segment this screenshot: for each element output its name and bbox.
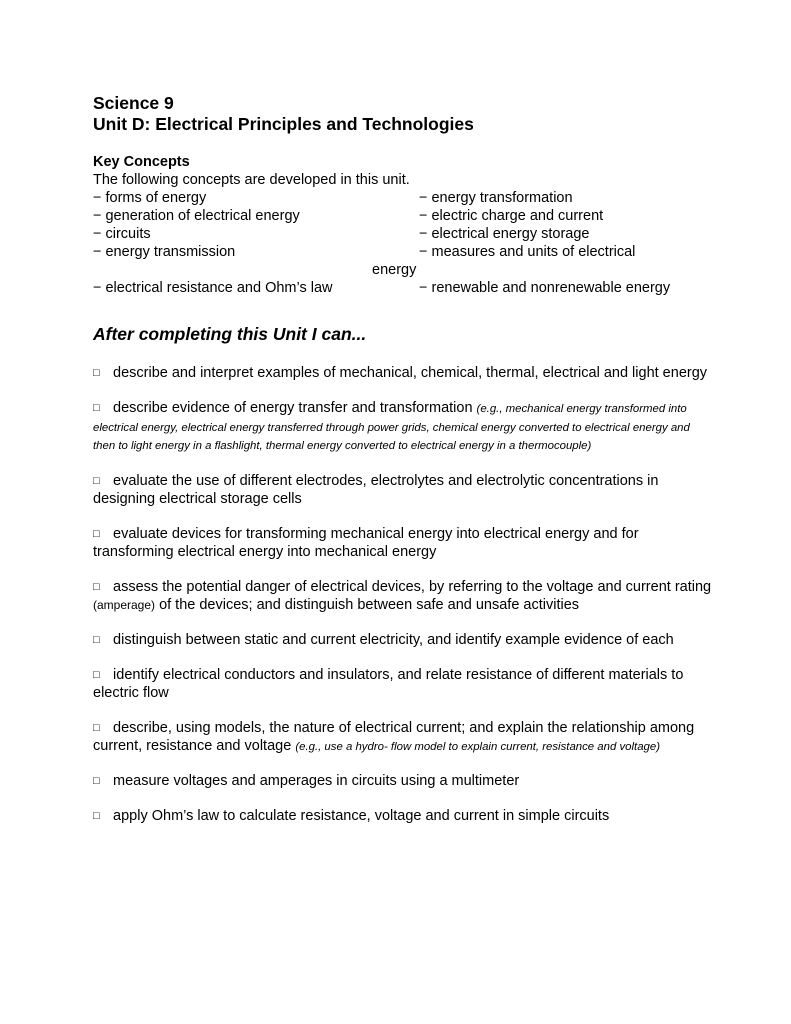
key-concept-item: − circuits	[93, 226, 151, 242]
outcome-text: evaluate the use of different electrodes, electrolytes and electrolytic concentrations in designing electrical storage cells	[93, 472, 659, 507]
key-concept-item: − renewable and nonrenewable energy	[419, 280, 671, 296]
outcome-item	[93, 525, 713, 561]
course-title: Science 9	[93, 93, 174, 113]
key-concept-item: − generation of electrical energy	[93, 208, 300, 224]
key-concept-row	[93, 279, 713, 297]
outcome-text: describe and interpret examples of mechanical, chemical, thermal, electrical and light energy	[113, 365, 708, 381]
key-concepts-list	[93, 189, 713, 297]
outcome-text: describe, using models, the nature of electrical current; and explain the relationship among current, resistance and voltage	[93, 719, 695, 754]
document-page	[93, 93, 713, 842]
outcome-text: assess the potential danger of electrical devices, by referring to the voltage and current rating	[113, 578, 712, 595]
outcome-text: apply Ohm’s law to calculate resistance, voltage and current in simple circuits	[113, 808, 610, 824]
outcome-item	[93, 631, 713, 649]
checkbox-icon[interactable]: □	[93, 474, 100, 487]
checkbox-icon[interactable]: □	[93, 527, 100, 540]
outcome-item	[93, 666, 713, 702]
checkbox-icon[interactable]: □	[93, 721, 100, 734]
key-concept-item: − measures and units of electrical	[419, 244, 636, 260]
outcome-item	[93, 399, 713, 455]
key-concept-row	[93, 243, 713, 261]
key-concept-row	[93, 189, 713, 207]
checkbox-icon[interactable]: □	[93, 367, 100, 379]
unit-title: Unit D: Electrical Principles and Technologies	[93, 114, 474, 134]
outcome-item	[93, 807, 713, 825]
outcome-example: (e.g., use a hydro- flow model to explain current, resistance and voltage)	[295, 740, 661, 753]
key-concept-row	[93, 225, 713, 243]
outcome-text: identify electrical conductors and insulators, and relate resistance of different materials to electric flow	[93, 666, 684, 701]
checkbox-icon[interactable]: □	[93, 668, 100, 681]
checkbox-icon[interactable]: □	[93, 580, 100, 593]
key-concept-item: − energy transmission	[93, 244, 236, 260]
outcome-item	[93, 578, 713, 614]
key-concept-item: − forms of energy	[93, 190, 207, 206]
outcome-item	[93, 772, 713, 790]
outcome-text: of the devices; and distinguish between safe and unsafe activities	[159, 596, 580, 613]
outcome-example: (e.g., mechanical energy transformed into electrical energy, electrical energy transferred through power grids, chemical energy converted to electrical energy and then to light energy in a flashlight, thermal energy converted to electrical energy in a thermocouple)	[93, 403, 690, 452]
outcome-item	[93, 719, 713, 756]
outcome-text: describe evidence of energy transfer and transformation	[113, 400, 473, 416]
checkbox-icon[interactable]: □	[93, 775, 100, 787]
outcomes-list	[93, 364, 713, 825]
key-concept-row	[93, 207, 713, 225]
outcome-item	[93, 472, 713, 508]
key-concepts-intro: The following concepts are developed in this unit.	[93, 172, 410, 188]
key-concept-item: − electrical resistance and Ohm’s law	[93, 280, 333, 296]
outcome-text: measure voltages and amperages in circuits using a multimeter	[113, 773, 520, 789]
outcome-text: evaluate devices for transforming mechanical energy into electrical energy and for transforming electrical energy into mechanical energy	[93, 525, 639, 560]
key-concept-item: − electrical energy storage	[419, 226, 590, 242]
key-concepts-heading: Key Concepts	[93, 154, 190, 170]
checkbox-icon[interactable]: □	[93, 402, 100, 414]
outcomes-heading: After completing this Unit I can...	[93, 324, 367, 344]
key-concept-wrap-line	[93, 261, 713, 279]
key-concept-wrap-word: energy	[372, 262, 417, 278]
outcome-small-text: (amperage)	[93, 597, 156, 612]
key-concept-item: − electric charge and current	[419, 208, 604, 224]
key-concept-item: − energy transformation	[419, 190, 573, 206]
outcome-text: distinguish between static and current electricity, and identify example evidence of each	[113, 631, 674, 648]
checkbox-icon[interactable]: □	[93, 810, 100, 822]
checkbox-icon[interactable]: □	[93, 633, 100, 646]
outcome-item	[93, 364, 713, 382]
